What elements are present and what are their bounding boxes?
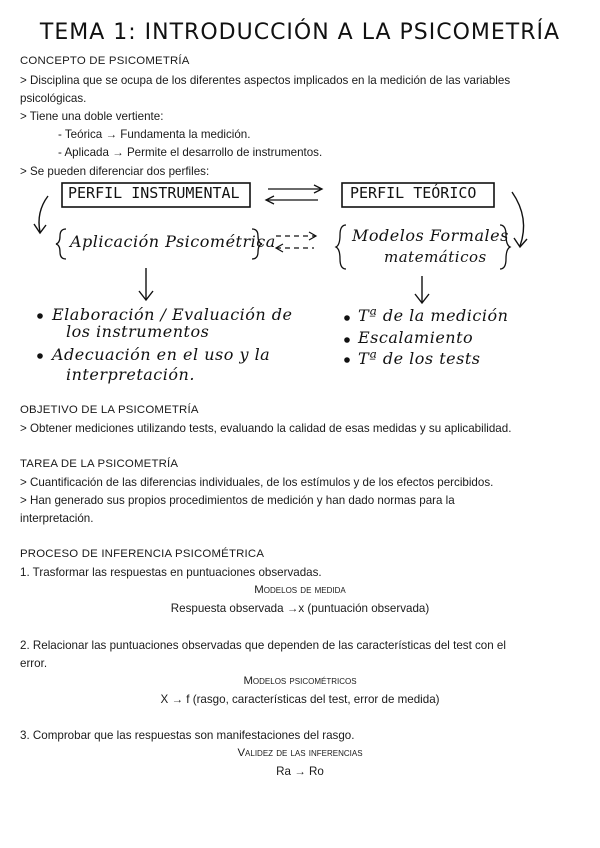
modelos-formales-label: Modelos Formales (352, 226, 509, 245)
proceso-step-1-label: Modelos de medida (254, 584, 346, 596)
page-title: TEMA 1: INTRODUCCIÓN A LA PSICOMETRÍA (39, 20, 561, 45)
proceso-step-2b: error. (20, 657, 48, 670)
concepto-line-3: > Se pueden diferenciar dos perfiles: (20, 165, 210, 178)
proceso-step-2-formula: X → f (rasgo, características del test, error de medida) (160, 693, 440, 706)
proceso-step-3-formula: Ra → Ro (276, 765, 324, 778)
section-heading-proceso: PROCESO DE INFERENCIA PSICOMÉTRICA (20, 548, 265, 560)
proceso-step-1: 1. Trasformar las respuestas en puntuaciones observadas. (20, 566, 322, 579)
objetivo-line-1: > Obtener mediciones utilizando tests, evaluando la calidad de esas medidas y su aplicabilidad. (20, 422, 512, 435)
concepto-sub-teorica: - Teórica → Fundamenta la medición. (58, 128, 251, 141)
proceso-step-3-label: Validez de las inferencias (237, 747, 363, 759)
left-bullet-2-line-1: Adecuación en el uso y la (52, 345, 271, 364)
concepto-sub-aplicada: - Aplicada → Permite el desarrollo de instrumentos. (58, 146, 323, 159)
section-heading-objetivo: OBJETIVO DE LA PSICOMETRÍA (20, 404, 199, 416)
concepto-line-1: > Disciplina que se ocupa de los diferentes aspectos implicados en la medición de las variables (20, 74, 511, 87)
concepto-line-2: > Tiene una doble vertiente: (20, 110, 164, 123)
proceso-step-1-formula: Respuesta observada →x (puntuación observada) (170, 602, 430, 615)
section-heading-tarea: TAREA DE LA PSICOMETRÍA (20, 458, 179, 470)
right-bullet-1: Tª de la medición (358, 306, 509, 325)
section-heading-concepto: CONCEPTO DE PSICOMETRÍA (20, 55, 190, 67)
tarea-line-2b: interpretación. (20, 512, 94, 525)
proceso-step-2: 2. Relacionar las puntuaciones observadas que dependen de las características del test con el (20, 639, 506, 652)
right-bullet-3: Tª de los tests (358, 349, 481, 368)
left-bullet-1-line-2: los instrumentos (66, 322, 210, 341)
tarea-line-2: > Han generado sus propios procedimientos de medición y han dado normas para la (20, 494, 455, 507)
left-bullet-1-line-1: Elaboración / Evaluación de (52, 305, 293, 324)
left-bullet-2-line-2: interpretación. (66, 365, 195, 384)
concepto-line-1b: psicológicas. (20, 92, 87, 105)
proceso-step-2-label: Modelos psicométricos (243, 675, 357, 687)
modelos-matematicos-label: matemáticos (384, 248, 487, 266)
tarea-line-1: > Cuantificación de las diferencias individuales, de los estímulos y de los efectos percibidos. (20, 476, 494, 489)
perfil-teorico-label: PERFIL TEÓRICO (350, 184, 477, 202)
perfil-instrumental-label: PERFIL INSTRUMENTAL (68, 184, 240, 202)
proceso-step-3: 3. Comprobar que las respuestas son manifestaciones del rasgo. (20, 729, 355, 742)
right-bullet-2: Escalamiento (358, 328, 474, 347)
aplicacion-psicometrica-label: Aplicación Psicométrica (70, 232, 276, 251)
